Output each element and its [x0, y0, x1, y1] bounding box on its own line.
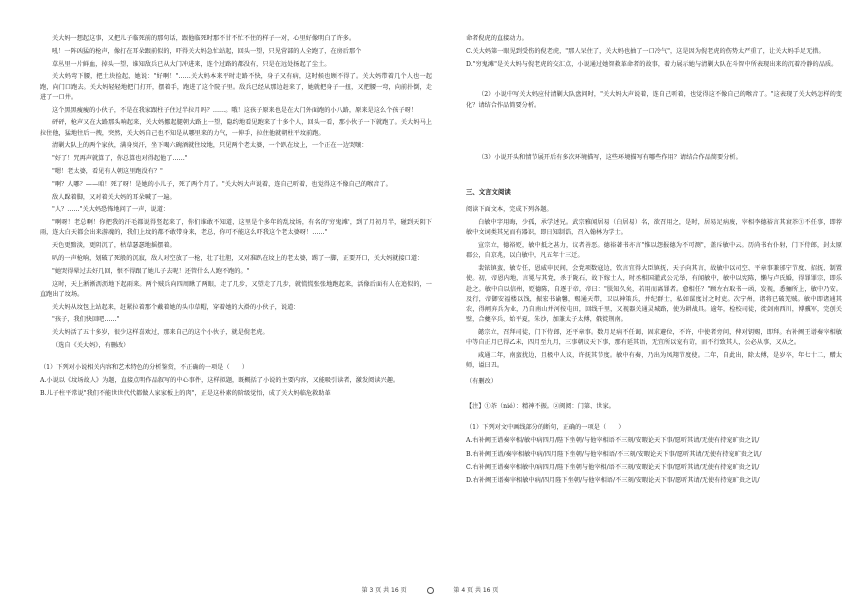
story-paragraph: 砰砰，枪声又在大路那头响起来，关大妈挪起腿朝大路上一望，隐约地看见跑来了十多个人，回头一看，那小伙子一下就跑了。关大妈马上拉住他，猛地往后一拽，突然，关大妈自己也不知是从哪里来的力气，一伸手，拉住他就朝柱平坟前跑。 — [40, 119, 432, 137]
option-a: A.小说以《坟场故人》为题，直接点明作品叙写的中心事件，这样拟题，既概括了小说的主要内容，又能吸引读者，激发阅读兴趣。 — [40, 376, 400, 384]
story-paragraph: "好了！咒再声就算了，你总算也对得起他了……" — [52, 155, 188, 163]
passage-paragraph: 懿宗立，召拜司徒，门下侍郎，还平章事。数月足病不任谒，固求避位，不许，中使者旁问，俾对钥赐，即拜。右补阙王谱奏宰相敏中等自正月已得乙未，四月至九月，三事朝议天下事，那有延其语，无宜所以宠有苛，而不行致其人，公必从事，又从之。 — [466, 329, 842, 347]
story-paragraph: 关大妈弯下腰，把土块捡起，她说："好啊！"……关大妈本来平时走路不快，身子又有病，这时候也顾不得了。关大妈带着几个人也一起跑，向门口跑去。关大妈轻轻地把门打开，摆着手，跑进了这个院子里。敌兵已经从那边赶来了，她就把身子一扭，又把腰一弯，向前扑倒，走进了一口井。 — [40, 73, 432, 101]
annotation: 【注】①苶（nié）：精神不振。②阀阅：门第、世家。 — [466, 402, 615, 410]
story-paragraph: 敌人跺着脚，又对着关大妈的耳朵喊了一遍。 — [52, 193, 176, 201]
page-footer — [0, 586, 860, 596]
option-b: B.儿子柱平常说"我们不能世世代代都做人家家板上的肉"，正是这朴素的阶级觉悟，成了关大妈临危救助革 — [40, 389, 331, 397]
passage-paragraph: 咸通二年，南蛮扰边，且极中人议，许抚其节度。敏中有奏，乃出为凤翔节度使。二年，自此出，除太傅，是岁卒，年七十二，赠太师，谥曰丑。 — [466, 352, 842, 370]
right-page — [466, 34, 842, 490]
story-paragraph: "人？……"关大妈恐怖地问了一声，说道： — [52, 206, 170, 214]
answer-option: B.右补阙王谱/奏宰相敏中病/四月陛下坐朝/与他宰相语/不三刻/安暇论天下事/愿听其请/无使有持宠旷贵之讥/ — [466, 450, 762, 458]
classical-passage — [466, 218, 842, 371]
story-paragraph: "嗯！老太婆，看见有人朝这里跑没有？" — [52, 167, 163, 175]
story-paragraph: 关大妈从坟包上站起来，赶紧拉着那个戴着她的头巾草帽，穿着她的大褂的小伙子，说道： — [52, 303, 300, 311]
story-paragraph: （选自《关大妈》，有删改） — [52, 341, 130, 349]
left-page-number: 第 3 页 共 16 页 — [361, 587, 407, 594]
answer-option: A.右补阙王谱奏宰相/敏中病四月/陛下坐朝/与他宰相语不三刻/安暇论天下事/愿听其请/无使有持宠旷贵之讥/ — [466, 437, 760, 445]
question-3-prompt: （3）小说开头和情节展开后有多次环境描写，这些环境描写有哪些作用？请结合作品简要分析。 — [478, 154, 742, 162]
story-paragraph: "孩子，我们快回吧……" — [52, 316, 120, 324]
story-paragraph: 这时，天上淅淅沥沥地下起雨来。两个贼兵向四周瞅了两眼，走了几步，又望走了几步，就慌慌张张地跑起来，活像后面有人在追似的，一直跑出了坟场。 — [40, 280, 432, 298]
story-paragraph: 关大妈活了五十多岁，很少这样喜欢过，那来自己的这个小伙子，就是倪老虎。 — [52, 329, 269, 337]
story-paragraph: 清剿大队上的两个家伙，满身臭汗，坐下喝六碗酒就往坟地，只见两个老太婆，一个趴在坟上，一个正在一边哭嚷： — [52, 142, 368, 150]
right-page-number: 第 4 页 共 16 页 — [453, 587, 499, 594]
question-2-prompt: （2）小说中写关大妈应付清剿大队盘问时，"关大妈大声说着，连自己听着，也觉得这不像自己的喉音了。"这表现了关大妈怎样的变化？请结合作品简要分析。 — [466, 91, 842, 109]
passage-paragraph: 宣宗立，德裕贬，敏中抵之甚力，议者善恶。德裕著书亦言"惟以怨报德为不可测"，盖斥敏中云。历尚书右仆射，门下侍郎，封太原郡公，自京兆，以白敏中，凡五年十三迁。 — [466, 242, 842, 260]
option-paragraph: C.关大妈第一眼见到受伤的倪老虎，"那人呆住了，关大妈也抽了一口冷气"，这是因为倪老虎的伤势太严重了，让关大妈手足无措。 — [466, 47, 825, 55]
passage-paragraph: 白敏中字用晦，少孤，承学述兄。武宗雅闻居易（白居易）名，欲召用之，是时，居易足病废，宰相李德裕言其衰苶①不任事，即荐敏中文词类其兄而有器识，即日知制诰，召入翰林为学士。 — [466, 219, 842, 237]
options-continued — [466, 34, 842, 70]
story-paragraph: "啊呀！老总啊！你把我的汗毛都说得竖起来了，你们谁敢不知道，这里是个多年的乱坟场，有名的'穷鬼滩'，到了月初月半，碰到天阴下雨，连大白天都会出来游魂的，我们上坟的都不敢带身来，老总，你可不能这么吓我这个老太婆呀！……" — [40, 219, 432, 237]
reading-instruction: 阅读下面文本，完成下列各题。 — [466, 206, 553, 214]
section-heading: 三、文言文阅读 — [466, 188, 511, 197]
question-prompt: （1）下列对文中画线部分的断句，正确的一项是（ ） — [466, 424, 625, 432]
binding-hole-icon — [427, 587, 434, 594]
option-paragraph: 命者倪虎的直接动力。 — [466, 35, 528, 42]
story-paragraph: 关大妈一想起这事，又把儿子临死前的那句话，跟他临死时那不甘不忙不住的样子一对，心里好像明白了许多。 — [52, 35, 356, 42]
passage-paragraph: 裴铱镇蛮，敏专任，恩威申民间，会党项数寇边，钦言宜得大臣镇抚，天子向其言，故敏中以司空、平章事兼邠宁节度、招抚、制置使。初，帝恩内地，言冕与其党，杀于陇石，故下嫁士人，时丞相国灌武公元举，有闻敏中，敏中以宪陈，懒与卢氏婚，得罪罪宗，即乐赴之。敏中自以信州，贬德陈，自逐于帝，帝曰："朕知久矣，若用而离罪者。愈相任？"顾左右取书一函，发视，悉骊所上，敏中乃安。及行，帝御安福楼以饯，振宏书谕馨，赐通天带，卫以神策兵，并纪群士，私如谋度讨之时吏。次宁州，诸将已破羌贼。敏中即诸逋其农，得闸弃兵为业，乃自南山并河按屯田，回线千里，又视器关通灵城路，使为耕战具。逾年，检校司徒，徙剑南西川，博骥军，完创关壁，合夔卒兵，始平夏，朱沙，加兼太子太傅，俄徙荆南。 — [466, 265, 842, 324]
story-paragraph: 草丛里一片鲜血，掉头一望，谁知敌兵已从大门冲进来，连个过路的都没有，只是在远处扬起了尘土。 — [52, 60, 331, 68]
story-paragraph: 天色更黯淡，更阴沉了，枯草瑟瑟地摇摆着。 — [52, 242, 176, 250]
source-note: （有删改） — [466, 378, 497, 386]
story-paragraph: 叭的一声枪响，划破了死般的沉寂，敌人对空放了一枪，壮了壮胆，又对准趴在坟上的老太婆，踢了一脚，正要开口，关大妈就接口道： — [52, 254, 424, 262]
story-paragraph: 这个黑黑瘦瘦的小伙子，不是在我家跟柱子住过半拉月吗？……。哦！这孩子原来也是在大门外面跑的小八路，原来是这么个孩子呀！ — [52, 106, 418, 114]
story-text — [40, 34, 432, 351]
question-1-prompt: （1）下列对小说相关内容和艺术特色的分析鉴赏，不正确的一项是（ ） — [40, 363, 249, 371]
story-paragraph: 吼！一阵凶猛的枪声，像打在耳朵跟前似的，吓得关大妈急忙站起，回头一望，只见营部的人全跑了，在房后那个 — [52, 47, 362, 55]
option-paragraph: D."穷鬼滩"是关大妈与倪老虎的交汇点，小说通过她智救革命者的故事，着力展示她与清剿大队在斗智中所表现出来的沉着冷静的品质。 — [466, 60, 838, 68]
story-paragraph: "啊？人哪？——咱！死了呀！是她的小儿子，死了两个月了。"关大妈大声说着，连自己听着，也觉得这不像自己的喉音了。 — [52, 180, 392, 188]
left-page — [40, 34, 432, 402]
answer-option: D.右补阙王谱奏宰相敏中病/四月陛下坐朝/与他宰相语/不三刻/安暇论天下事/愿听其请/无使有持宠旷贵之讥/ — [466, 477, 760, 485]
answer-options — [466, 436, 842, 486]
story-paragraph: "她哭得晕过去好几回，恨不得跟了她儿子去呢！还管什么人跑不跑的。" — [52, 267, 250, 275]
answer-option: C.右补阙王谱奏宰相敏中/病四月/陛下坐朝与他宰相/语不三刻/安暇论天下事/愿听其请/无使有持宠旷贵之讥/ — [466, 463, 760, 471]
